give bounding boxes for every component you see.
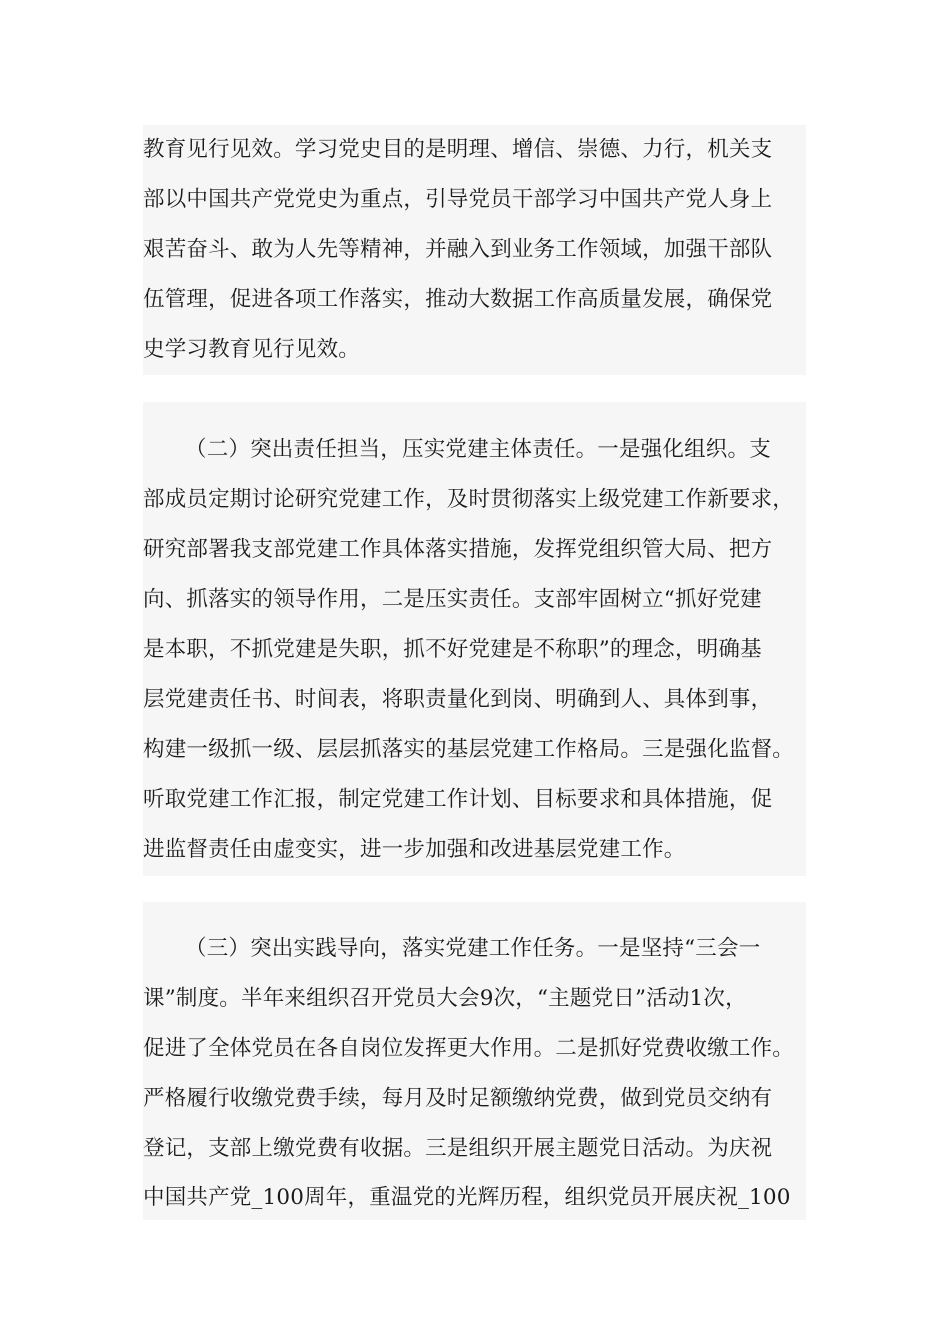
- paragraph-line: 层党建责任书、时间表，将职责量化到岗、明确到人、具体到事，: [143, 687, 773, 712]
- paragraph-3: [143, 902, 806, 1220]
- paragraph-line: 伍管理，促进各项工作落实，推动大数据工作高质量发展，确保党: [143, 287, 773, 312]
- paragraph-line: 向、抓落实的领导作用，二是压实责任。支部牢固树立“抓好党建: [143, 587, 762, 612]
- paragraph-line: 课”制度。半年来组织召开党员大会9次，“主题党日”活动1次，: [143, 986, 747, 1011]
- paragraph-line: 听取党建工作汇报，制定党建工作计划、目标要求和具体措施，促: [143, 787, 773, 812]
- paragraph-line: 部以中国共产党党史为重点，引导党员干部学习中国共产党人身上: [143, 187, 773, 212]
- paragraph-line: 部成员定期讨论研究党建工作，及时贯彻落实上级党建工作新要求，: [143, 487, 795, 512]
- paragraph-1: [143, 125, 806, 375]
- paragraph-line: 中国共产党_100周年，重温党的光辉历程，组织党员开展庆祝_100: [143, 1185, 791, 1210]
- paragraph-line: （三）突出实践导向，落实党建工作任务。一是坚持“三会一: [185, 936, 761, 961]
- paragraph-line: 艰苦奋斗、敢为人先等精神，并融入到业务工作领域，加强干部队: [143, 237, 773, 262]
- paragraph-2: [143, 402, 806, 876]
- paragraph-line: 登记，支部上缴党费有收据。三是组织开展主题党日活动。为庆祝: [143, 1136, 773, 1161]
- paragraph-line: 进监督责任由虚变实，进一步加强和改进基层党建工作。: [143, 837, 686, 862]
- paragraph-line: 促进了全体党员在各自岗位发挥更大作用。二是抓好党费收缴工作。: [143, 1036, 795, 1061]
- paragraph-line: 构建一级抓一级、层层抓落实的基层党建工作格局。三是强化监督。: [143, 737, 795, 762]
- paragraph-line: 教育见行见效。学习党史目的是明理、增信、崇德、力行，机关支: [143, 137, 773, 162]
- paragraph-line: 是本职，不抓党建是失职，抓不好党建是不称职”的理念，明确基: [143, 637, 762, 662]
- paragraph-line: （二）突出责任担当，压实党建主体责任。一是强化组织。支: [185, 437, 771, 462]
- paragraph-line: 研究部署我支部党建工作具体落实措施，发挥党组织管大局、把方: [143, 537, 773, 562]
- paragraph-line: 严格履行收缴党费手续，每月及时足额缴纳党费，做到党员交纳有: [143, 1086, 773, 1111]
- paragraph-line: 史学习教育见行见效。: [143, 337, 361, 362]
